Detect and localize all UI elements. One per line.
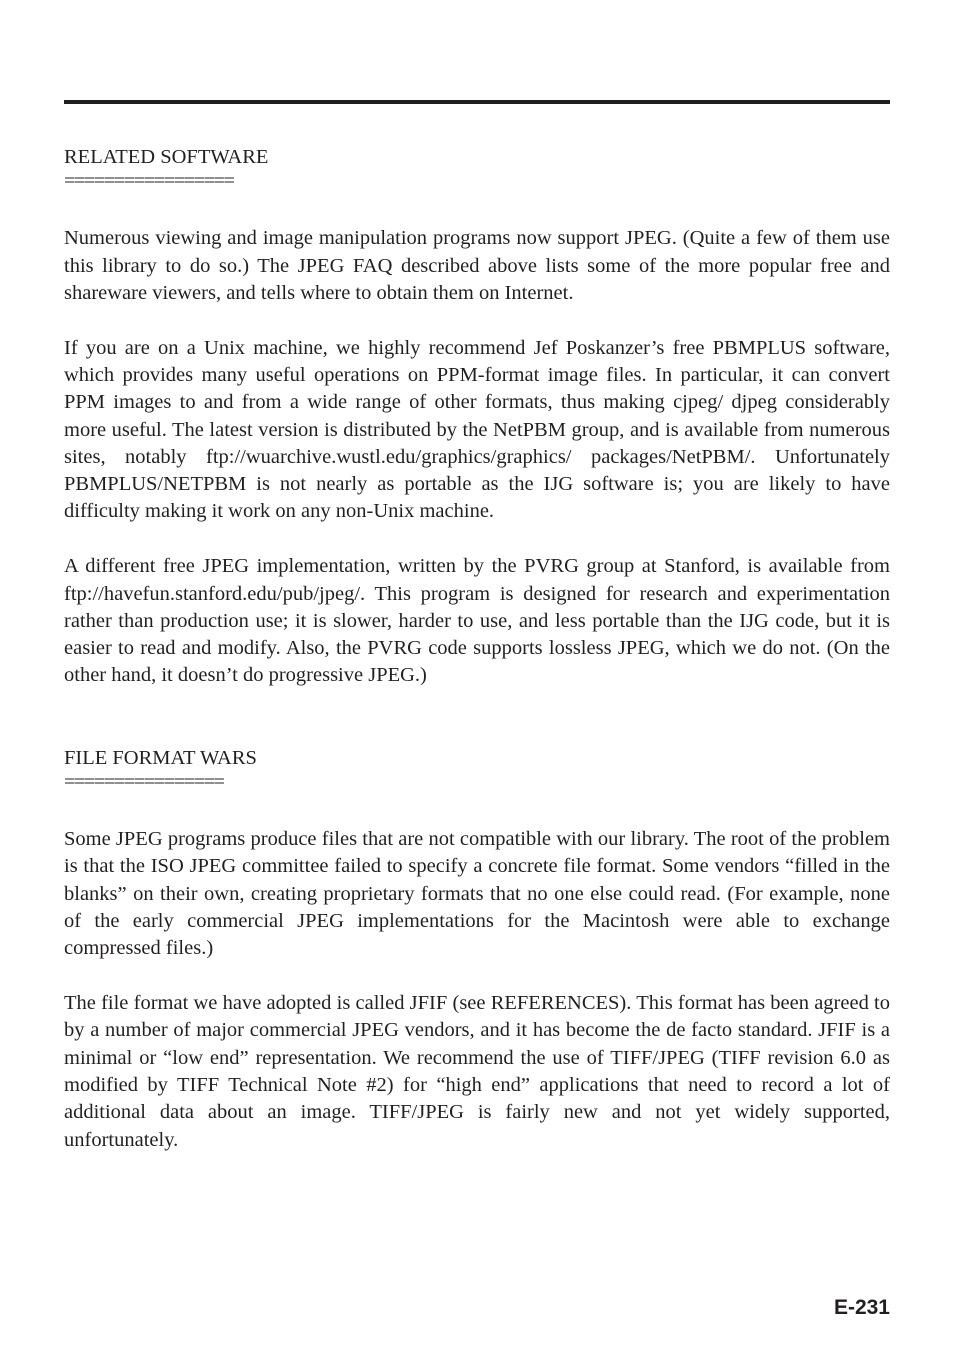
section-underline: ================= xyxy=(64,170,234,193)
paragraph: If you are on a Unix machine, we highly recommend Jef Poskanzer’s free PBMPLUS software, which provides many useful operations on PPM-format image files. In particular, it can convert PPM images to and from a wide range of other formats, thus making cjpeg/ djpeg considerably more useful. The latest version is distributed by the NetPBM group, and is available from numerous sites, notably ftp://wuarchive.wustl.edu/graphics/graphics/ packages/NetPBM/. Unfortunately PBMPLUS/NETPBM is not nearly as portable as the IJG software is; you are likely to have difficulty making it work on any non-Unix machine. xyxy=(64,336,890,523)
section-underline: ================ xyxy=(64,771,224,794)
page-number: E-231 xyxy=(833,1296,890,1319)
top-rule xyxy=(64,100,890,104)
section-heading-file-format-wars: FILE FORMAT WARS xyxy=(64,746,257,769)
section-heading-related-software: RELATED SOFTWARE xyxy=(64,146,269,168)
paragraph: Numerous viewing and image manipulation programs now support JPEG. (Quite a few of them use this library to do so.) The JPEG FAQ described above lists some of the more popular free and shareware viewers, and tells where to obtain them on Internet. xyxy=(64,227,890,304)
paragraph: Some JPEG programs produce files that are not compatible with our library. The root of the problem is that the ISO JPEG committee failed to specify a concrete file format. Some vendors “filled in the blanks” on their own, creating proprietary formats that no one else could read. (For example, none of the early commercial JPEG implementations for the Macintosh were able to exchange compressed files.) xyxy=(64,828,890,960)
page-body xyxy=(64,144,890,1154)
paragraph: The file format we have adopted is called JFIF (see REFERENCES). This format has been agreed to by a number of major commercial JPEG vendors, and it has become the de facto standard. JFIF is a minimal or “low end” representation. We recommend the use of TIFF/JPEG (TIFF revision 6.0 as modified by TIFF Technical Note #2) for “high end” applications that need to record a lot of additional data about an image. TIFF/JPEG is fairly new and not yet widely supported, unfortunately. xyxy=(64,992,890,1151)
paragraph: A different free JPEG implementation, written by the PVRG group at Stanford, is available from ftp://havefun.stanford.edu/pub/jpeg/. This program is designed for research and experimentation rather than production use; it is slower, harder to use, and less portable than the IJG code, but it is easier to read and modify. Also, the PVRG code supports lossless JPEG, which we do not. (On the other hand, it doesn’t do progressive JPEG.) xyxy=(64,555,890,687)
